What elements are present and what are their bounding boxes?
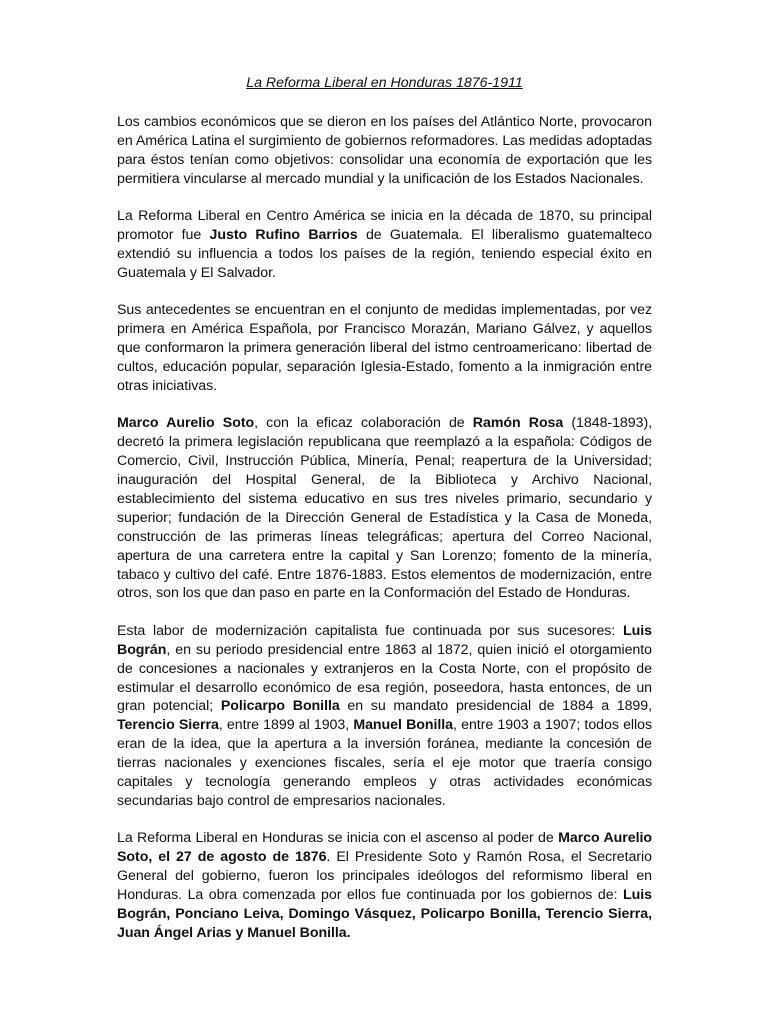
bold-text: Terencio Sierra [117,717,219,734]
text-run: de Guatemala. El liberalismo guatemalteco extendió su influencia a todos los países de la región, teniendo especial éxito en Guatemala y El Salvador. [117,227,652,281]
bold-text: Policarpo Bonilla [220,698,340,715]
text-run: , entre 1899 al 1903, [218,717,354,734]
bold-text: Justo Rufino Barrios [209,227,358,244]
text-run: La Reforma Liberal en Centro América se inicia en la década de 1870, su principal promotor fue [117,208,652,244]
text-run: . El Presidente Soto y Ramón Rosa, el Secretario General del gobierno, fueron los principales ideólogos del reformismo liberal en Honduras. La obra comenzada por ellos fue continuada por los gobiernos de: [117,849,652,904]
paragraph [117,113,652,189]
document-title: La Reforma Liberal en Honduras 1876-1911 [246,75,523,91]
text-run: Sus antecedentes se encuentran en el conjunto de medidas implementadas, por vez primera en América Española, por Francisco Morazán, Mariano Gálvez, y aquellos que conformaron la primera generación liberal del istmo centroamericano: libertad de cultos, educación popular, separación Iglesia-Estado, fomento a la inmigración entre otras iniciativas. [117,302,652,394]
paragraph [117,301,652,396]
text-run: , en su periodo presidencial entre 1863 al 1872, quien inició el otorgamiento de concesiones a nacionales y extranjeros en la Costa Norte, con el propósito de estimular el desarrollo económico de esa región, poseedora, hasta entonces, de un gran potencial; [117,641,652,715]
text-run: La Reforma Liberal en Honduras se inicia con el ascenso al poder de [117,830,559,847]
text-run: (1848-1893), decretó la primera legislación republicana que reemplazó a la española: Códigos de Comercio, Civil, Instrucción Pública, Minería, Penal; reapertura de la Universidad; inauguración del Hospital General, de la Biblioteca y Archivo Nacional, establecimiento del sistema educativo en sus tres niveles primario, secundario y superior; fundación de la Dirección General de Estadística y la Casa de Moneda, construcción de las primeras líneas telegráficas; apertura del Correo Nacional, apertura de una carretera entre la capital y San Lorenzo; fomento de la minería, tabaco y cultivo del café. Entre 1876-1883. Estos elementos de modernización, entre otros, son los que dan paso en parte en la Conformación del Estado de Honduras. [117,415,653,602]
text-run: en su mandato presidencial de 1884 a 1899, [339,698,653,715]
text-run: Los cambios económicos que se dieron en los países del Atlántico Norte, provocaron en América Latina el surgimiento de gobiernos reformadores. Las medidas adoptadas para éstos tenían como objetivos: consolidar una economía de exportación que les permitiera vincularse al mercado mundial y la unificación de los Estados Nacionales. [117,114,652,187]
text-run: Esta labor de modernización capitalista fue continuada por sus sucesores: [117,622,624,639]
paragraph [117,829,652,942]
bold-text: Manuel Bonilla [353,717,454,734]
paragraph [117,414,652,603]
text-run: , entre 1903 a 1907; todos ellos eran de la idea, que la apertura a la inversión foránea, mediante la concesión de tierras nacionales y exenciones fiscales, sería el eje motor que traería consigo capitales y tecnología generando empleos y otras actividades económicas secundarias bajo control de empresarios nacionales. [117,717,653,809]
bold-text: Luis Bográn, Ponciano Leiva, Domingo Vásquez, Policarpo Bonilla, Terencio Sierra, Juan Ángel Arias y Manuel Bonilla. [117,887,652,941]
bold-text: Ramón Rosa [472,415,564,432]
paragraph [117,207,652,283]
text-run: , con la eficaz colaboración de [254,415,473,432]
paragraph [117,622,652,811]
document-body [117,113,652,943]
bold-text: Luis Bográn [117,622,652,658]
bold-text: Marco Aurelio Soto, el 27 de agosto de 1876 [117,830,652,866]
bold-text: Marco Aurelio Soto [117,415,255,432]
